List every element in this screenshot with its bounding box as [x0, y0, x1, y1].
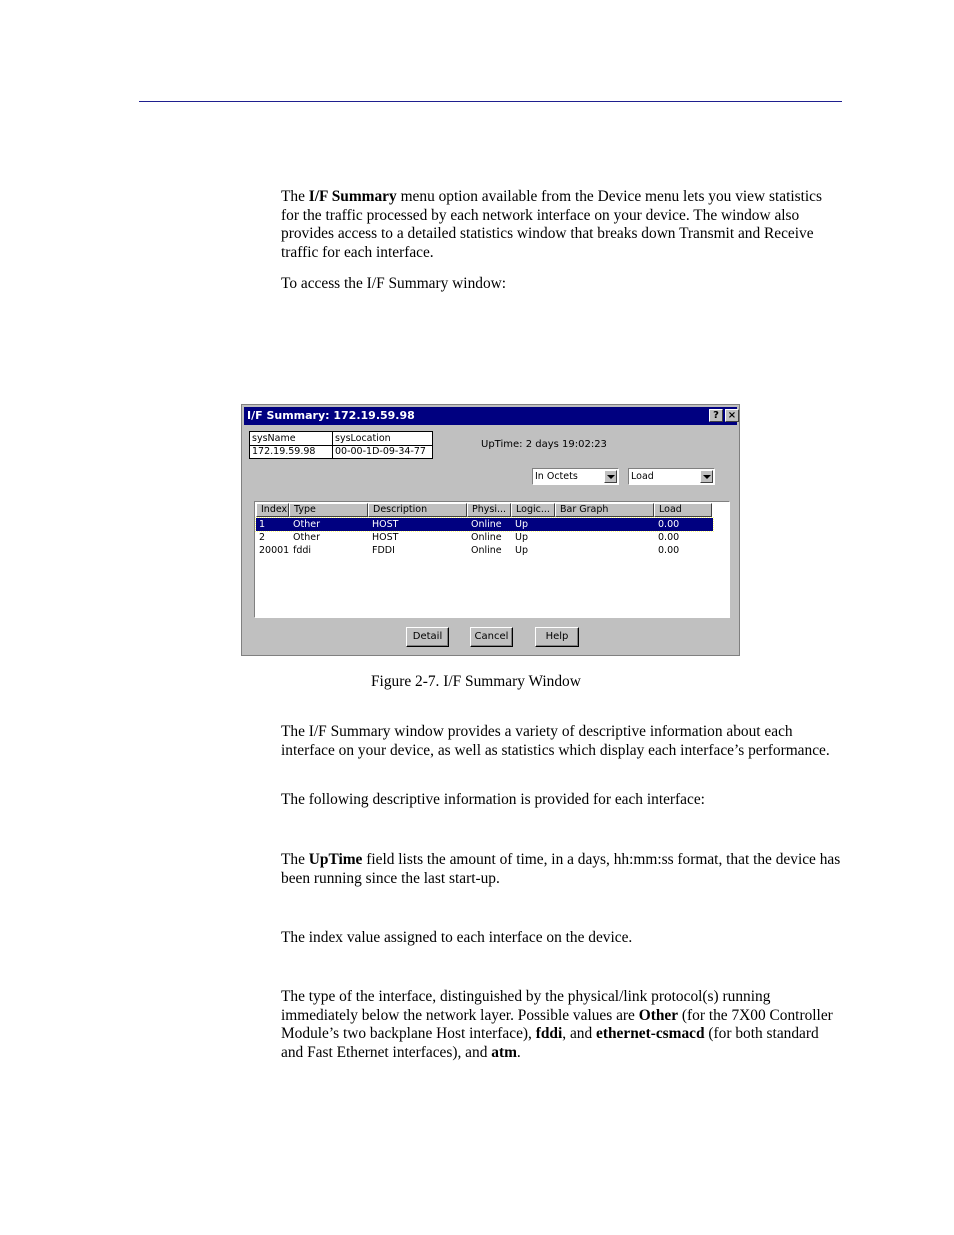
row-load: 0.00 [658, 519, 680, 530]
close-icon[interactable]: × [725, 409, 739, 422]
column-header-index[interactable]: Index [256, 503, 289, 517]
column-header-physical[interactable]: Physi... [467, 503, 511, 517]
row-logical: Up [515, 532, 528, 543]
row-physical: Online [471, 532, 502, 543]
statistic-select-value: In Octets [535, 471, 578, 482]
intro-paragraph: The I/F Summary menu option available from the Device menu lets you view statistics for the traffic processed by each network interface on your device. The window also provides access to a detailed statistics window that breaks down Transmit and Receive traffic for each interface. [281, 188, 822, 261]
if-summary-window [241, 404, 740, 656]
chevron-down-icon[interactable] [700, 470, 713, 483]
display-select-value: Load [631, 471, 654, 482]
display-select[interactable] [628, 468, 715, 485]
uptime-readout: UpTime: 2 days 19:02:23 [481, 439, 607, 450]
detail-button[interactable]: Detail [406, 627, 449, 647]
row-physical: Online [471, 545, 502, 556]
help-question-icon[interactable]: ? [709, 409, 723, 422]
sysname-label: sysName [252, 433, 296, 444]
column-header-description[interactable]: Description [368, 503, 467, 517]
interface-list[interactable] [254, 501, 730, 618]
column-header-logical[interactable]: Logic... [511, 503, 555, 517]
row-description: HOST [372, 519, 399, 530]
column-header-load[interactable]: Load [654, 503, 712, 517]
chevron-down-icon[interactable] [604, 470, 617, 483]
row-type: fddi [293, 545, 312, 556]
row-logical: Up [515, 519, 528, 530]
uptime-paragraph: The UpTime field lists the amount of time, in a days, hh:mm:ss format, that the device has been running since the last start-up. [281, 851, 841, 887]
row-description: FDDI [372, 545, 395, 556]
column-header-type[interactable]: Type [289, 503, 368, 517]
row-physical: Online [471, 519, 502, 530]
row-logical: Up [515, 545, 528, 556]
sysname-value: 172.19.59.98 [252, 446, 316, 457]
cancel-button[interactable]: Cancel [470, 627, 513, 647]
row-index: 20001 [259, 545, 290, 556]
window-title: I/F Summary: 172.19.59.98 [247, 409, 415, 422]
table-row[interactable] [256, 518, 713, 531]
row-load: 0.00 [658, 545, 680, 556]
syslocation-value: 00-00-1D-09-34-77 [335, 446, 426, 457]
row-description: HOST [372, 532, 399, 543]
syslocation-label: sysLocation [335, 433, 391, 444]
description-paragraph: The I/F Summary window provides a variety of descriptive information about each interface on your device, as well as statistics which display each interface’s performance. [281, 723, 830, 759]
column-header-bar-graph[interactable]: Bar Graph [555, 503, 654, 517]
row-load: 0.00 [658, 532, 680, 543]
index-paragraph: The index value assigned to each interface on the device. [281, 929, 633, 946]
sys-info-box [249, 431, 433, 459]
row-type: Other [293, 519, 320, 530]
row-type: Other [293, 532, 320, 543]
row-index: 2 [259, 532, 266, 543]
header-rule [139, 101, 842, 102]
figure-caption: Figure 2-7. I/F Summary Window [371, 673, 581, 690]
table-row[interactable] [256, 544, 713, 557]
access-instruction: To access the I/F Summary window: [281, 275, 507, 292]
row-index: 1 [259, 519, 266, 530]
type-paragraph: The type of the interface, distinguished by the physical/link protocol(s) running immediately below the network layer. Possible values are Other (for the 7X00 Controller Module’s two backplane Host interface), fddi, and ethernet-csmacd (for both standard and Fast Ethernet interfaces), and atm. [281, 988, 833, 1061]
statistic-select[interactable] [532, 468, 619, 485]
table-row[interactable] [256, 531, 713, 544]
descriptive-info-intro: The following descriptive information is provided for each interface: [281, 791, 705, 808]
vertical-scroll-area[interactable] [713, 517, 729, 617]
window-titlebar [244, 407, 737, 425]
help-button[interactable]: Help [535, 627, 579, 647]
